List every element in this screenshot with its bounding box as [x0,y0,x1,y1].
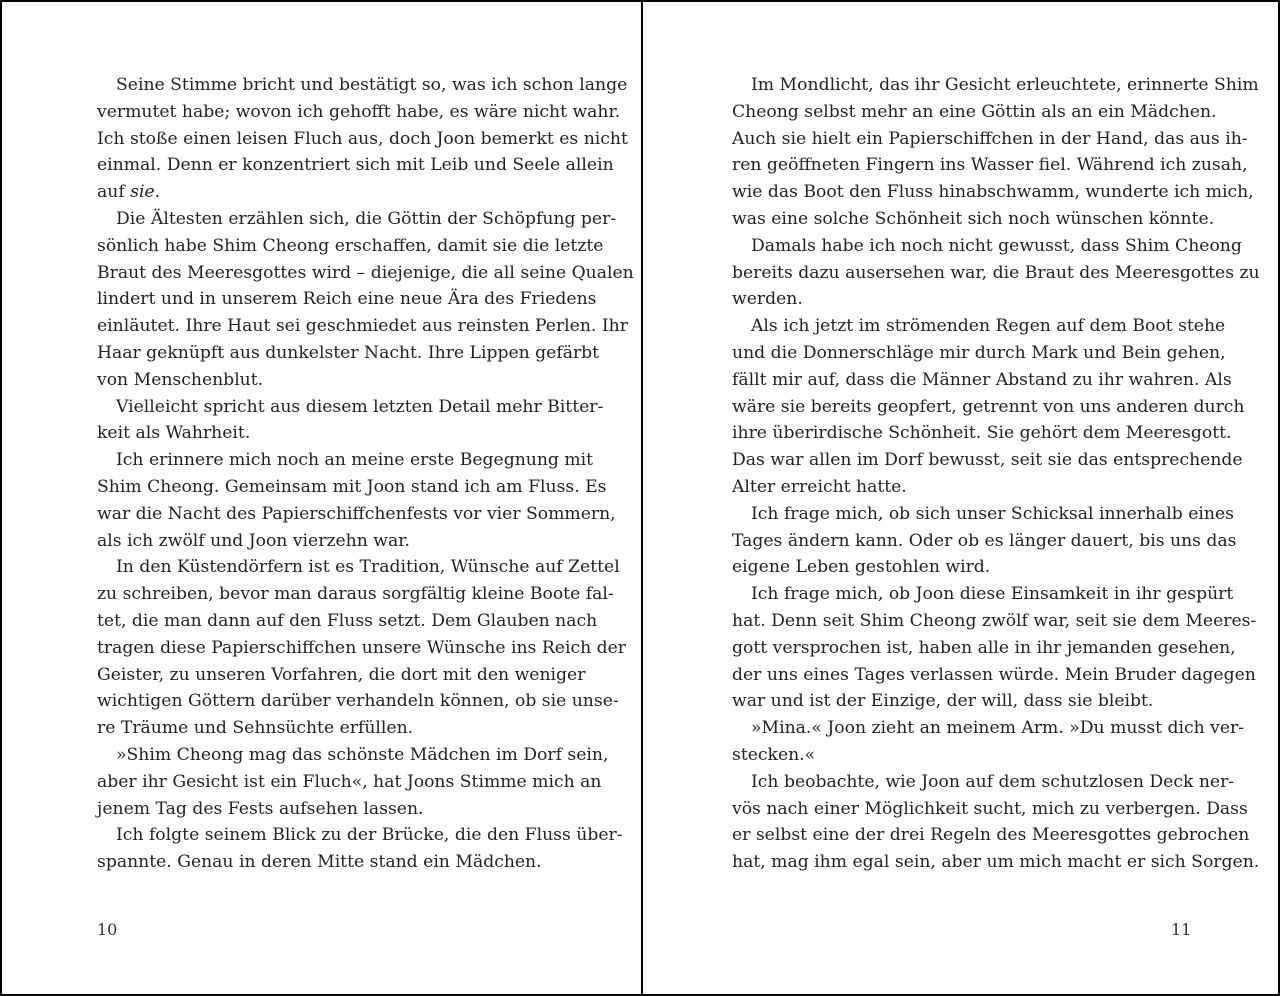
left-page-text [97,72,634,876]
line-text: ihre überirdische Schönheit. Sie gehört dem Meeresgott. [732,423,1232,444]
line-text: Tages ändern kann. Oder ob es länger dauert, bis uns das [732,530,1237,551]
line-text: bereits dazu ausersehen war, die Braut des Meeresgottes zu [732,262,1260,283]
line-text: Shim Cheong. Gemeinsam mit Joon stand ich am Fluss. Es [97,476,607,497]
line-text: eigene Leben gestohlen wird. [732,557,991,578]
line-text: als ich zwölf und Joon vierzehn war. [97,530,411,551]
line-text: lindert und in unserem Reich eine neue Ära des Friedens [97,289,597,310]
line-text: Auch sie hielt ein Papierschiffchen in der Hand, das aus ih- [732,128,1248,149]
line-text: vermutet habe; wovon ich gehofft habe, es wäre nicht wahr. [97,101,621,122]
text-line [97,233,604,260]
line-text: Als ich jetzt im strömenden Regen auf dem Boot stehe [751,316,1226,337]
text-line [97,313,628,340]
text-line [97,179,552,206]
line-text: einläutet. Ihre Haut sei geschmiedet aus reinsten Perlen. Ihr [97,316,628,337]
line-text: keit als Wahrheit. [97,423,251,444]
line-text: Ich beobachte, wie Joon auf dem schutzlosen Deck ner- [751,771,1235,792]
line-text: tragen diese Papierschiffchen unsere Wünsche ins Reich der [97,637,627,658]
line-text: auf [97,182,131,203]
line-text: hat. Denn seit Shim Cheong zwölf war, seit sie dem Meeres- [732,610,1257,631]
right-page-text [732,72,1260,876]
text-line [97,474,607,501]
line-text: aber ihr Gesicht ist ein Fluch«, hat Joons Stimme mich an [97,771,602,792]
text-line [97,286,597,313]
line-text: Das war allen im Dorf bewusst, seit sie das entsprechende [732,450,1243,471]
line-text: Haar geknüpft aus dunkelster Nacht. Ihre Lippen gefärbt [97,342,600,363]
left-page [2,2,641,994]
line-text: »Mina.« Joon zieht an meinem Arm. »Du musst dich ver- [751,718,1245,739]
text-line [97,501,616,528]
text-line [97,822,623,849]
text-line [97,554,620,581]
line-text: Braut des Meeresgottes wird – diejenige, die all seine Qualen [97,262,634,283]
text-line [732,260,1260,287]
right-page-number: 11 [1171,920,1192,939]
line-text: spannte. Genau in deren Mitte stand ein Mädchen. [97,852,542,873]
text-line [97,340,600,367]
line-text: werden. [732,289,803,310]
text-line [97,126,628,153]
text-line [97,608,598,635]
line-text: von Menschenblut. [97,369,264,390]
line-text: Geister, zu unseren Vorfahren, die dort mit den weniger [97,664,586,685]
text-line [97,99,621,126]
line-text: »Shim Cheong mag das schönste Mädchen im Dorf sein, [116,744,609,765]
text-line [732,126,1248,153]
line-text: Ich folgte seinem Blick zu der Brücke, die den Fluss über- [116,825,623,846]
line-text: der uns eines Tages verlassen würde. Mein Bruder dagegen [732,664,1256,685]
line-text: ren geöffneten Fingern ins Wasser fiel. Während ich zusah, [732,155,1248,176]
text-line [732,581,1234,608]
text-line [97,769,602,796]
line-text: was eine solche Schönheit sich noch wünschen könnte. [732,208,1215,229]
text-line [97,849,552,876]
line-text: Seine Stimme bricht und bestätigt so, was ich schon lange [116,75,628,95]
text-line [732,394,1245,421]
line-text: wäre sie bereits geopfert, getrennt von uns anderen durch [732,396,1245,417]
text-line [97,260,634,287]
line-text: Ich stoße einen leisen Fluch aus, doch Joon bemerkt es nicht [97,128,628,149]
text-line [97,528,552,555]
text-line [732,367,1232,394]
text-line [732,72,1259,99]
text-line [732,99,1217,126]
line-text: In den Küstendörfern ist es Tradition, Wünsche auf Zettel [116,557,620,578]
text-line [732,528,1237,555]
line-text: Die Ältesten erzählen sich, die Göttin der Schöpfung per- [116,208,617,229]
text-line [97,447,594,474]
text-line [97,152,614,179]
text-line [97,688,619,715]
text-line [732,635,1236,662]
emphasis-text: sie [130,182,155,203]
text-line [732,501,1234,528]
line-text: hat, mag ihm egal sein, aber um mich macht er sich Sorgen. [732,852,1260,873]
text-line [732,447,1243,474]
text-line [732,313,1226,340]
line-text: Ich frage mich, ob sich unser Schicksal innerhalb eines [751,503,1234,524]
text-line [732,206,1215,233]
text-line [732,715,1245,742]
text-line [732,608,1257,635]
line-text: vös nach einer Möglichkeit sucht, mich zu verbergen. Dass [732,798,1248,819]
text-line [97,420,552,447]
text-line [732,849,1260,876]
line-text: zu schreiben, bevor man daraus sorgfältig kleine Boote fal- [97,584,614,605]
text-line [732,233,1242,260]
line-text-tail: . [154,182,161,203]
text-line [97,206,617,233]
text-line [732,474,1187,501]
line-text: er selbst eine der drei Regeln des Meeresgottes gebrochen [732,825,1250,846]
line-text: re Träume und Sehnsüchte erfüllen. [97,718,414,739]
text-line [97,796,552,823]
text-line [97,742,609,769]
line-text: tet, die man dann auf den Fluss setzt. Dem Glauben nach [97,610,598,631]
text-line [732,662,1256,689]
text-line [97,581,614,608]
line-text: Ich frage mich, ob Joon diese Einsamkeit in ihr gespürt [751,584,1234,605]
text-line [732,769,1235,796]
line-text: Damals habe ich noch nicht gewusst, dass Shim Cheong [751,235,1242,256]
text-line [732,554,1187,581]
line-text: wie das Boot den Fluss hinabschwamm, wunderte ich mich, [732,182,1254,203]
text-line [732,688,1187,715]
line-text: gott versprochen ist, haben alle in ihr jemanden gesehen, [732,637,1236,658]
line-text: und die Donnerschläge mir durch Mark und Bein gehen, [732,342,1226,363]
text-line [732,179,1254,206]
line-text: Cheong selbst mehr an eine Göttin als an ein Mädchen. [732,101,1217,122]
line-text: wichtigen Göttern darüber verhandeln können, ob sie unse- [97,691,619,712]
text-line [97,662,586,689]
text-line [732,742,1187,769]
text-line [732,796,1248,823]
line-text: sönlich habe Shim Cheong erschaffen, damit sie die letzte [97,235,604,256]
line-text: Alter erreicht hatte. [732,476,907,497]
line-text: war und ist der Einzige, der will, dass sie bleibt. [732,691,1154,712]
line-text: fällt mir auf, dass die Männer Abstand zu ihr wahren. Als [732,369,1232,390]
line-text: war die Nacht des Papierschiffchenfests vor vier Sommern, [97,503,616,524]
line-text: einmal. Denn er konzentriert sich mit Leib und Seele allein [97,155,614,176]
text-line [732,152,1248,179]
text-line [97,715,552,742]
line-text: Vielleicht spricht aus diesem letzten Detail mehr Bitter- [116,396,604,417]
right-page [643,2,1280,994]
text-line [732,420,1232,447]
text-line [97,72,628,99]
text-line [97,635,627,662]
line-text: stecken.« [732,744,816,765]
text-line [732,822,1250,849]
line-text: jenem Tag des Fests aufsehen lassen. [97,798,424,819]
left-page-number: 10 [97,920,118,939]
text-line [732,340,1226,367]
text-line [97,394,604,421]
text-line [97,367,552,394]
line-text: Im Mondlicht, das ihr Gesicht erleuchtete, erinnerte Shim [751,75,1259,95]
line-text: Ich erinnere mich noch an meine erste Begegnung mit [116,450,594,471]
text-line [732,286,1187,313]
